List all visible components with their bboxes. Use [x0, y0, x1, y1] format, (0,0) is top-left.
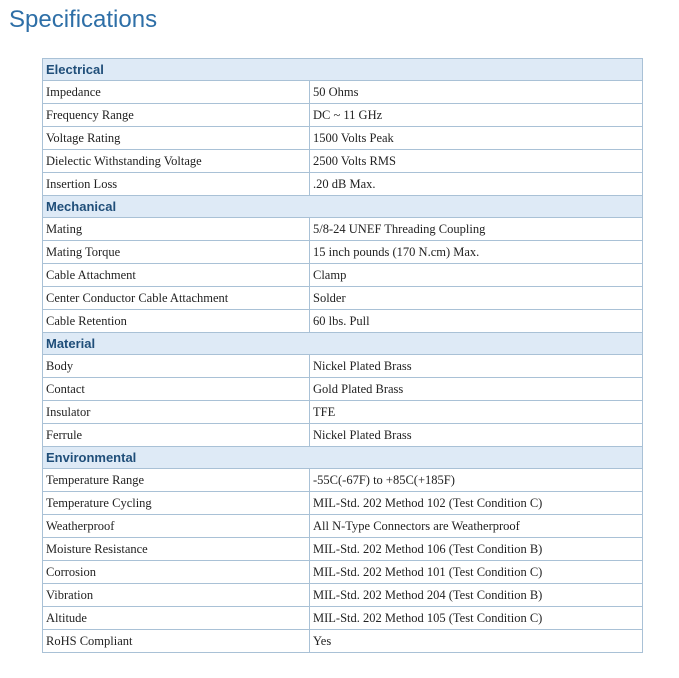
section-header: Electrical [43, 59, 643, 81]
spec-value: 15 inch pounds (170 N.cm) Max. [310, 241, 643, 264]
table-row [43, 81, 643, 104]
section-header-row [43, 447, 643, 469]
spec-value: All N-Type Connectors are Weatherproof [310, 515, 643, 538]
spec-label: Voltage Rating [43, 127, 310, 150]
spec-label: Temperature Cycling [43, 492, 310, 515]
table-row [43, 287, 643, 310]
spec-label: Ferrule [43, 424, 310, 447]
spec-label: Altitude [43, 607, 310, 630]
spec-value: DC ~ 11 GHz [310, 104, 643, 127]
spec-value: 5/8-24 UNEF Threading Coupling [310, 218, 643, 241]
spec-value: Yes [310, 630, 643, 653]
table-row [43, 104, 643, 127]
spec-value: Solder [310, 287, 643, 310]
page-title: Specifications [9, 6, 158, 33]
spec-label: Moisture Resistance [43, 538, 310, 561]
table-row [43, 492, 643, 515]
table-row [43, 150, 643, 173]
table-row [43, 401, 643, 424]
spec-label: Insertion Loss [43, 173, 310, 196]
table-row [43, 469, 643, 492]
table-row [43, 127, 643, 150]
spec-value: 1500 Volts Peak [310, 127, 643, 150]
section-header-row [43, 59, 643, 81]
spec-value: 50 Ohms [310, 81, 643, 104]
spec-label: Corrosion [43, 561, 310, 584]
spec-label: Frequency Range [43, 104, 310, 127]
section-header: Material [43, 333, 643, 355]
section-header: Mechanical [43, 196, 643, 218]
table-row [43, 538, 643, 561]
spec-label: Weatherproof [43, 515, 310, 538]
table-row [43, 584, 643, 607]
spec-value: Gold Plated Brass [310, 378, 643, 401]
spec-value: MIL-Std. 202 Method 105 (Test Condition C) [310, 607, 643, 630]
spec-value: -55C(-67F) to +85C(+185F) [310, 469, 643, 492]
spec-value: MIL-Std. 202 Method 204 (Test Condition B) [310, 584, 643, 607]
spec-label: Mating [43, 218, 310, 241]
table-row [43, 264, 643, 287]
spec-value: 60 lbs. Pull [310, 310, 643, 333]
table-row [43, 173, 643, 196]
spec-label: Cable Attachment [43, 264, 310, 287]
spec-label: Impedance [43, 81, 310, 104]
specifications-table [42, 58, 643, 653]
spec-label: Body [43, 355, 310, 378]
spec-value: Nickel Plated Brass [310, 424, 643, 447]
spec-value: MIL-Std. 202 Method 101 (Test Condition C) [310, 561, 643, 584]
specifications-table-body [43, 59, 643, 653]
table-row [43, 378, 643, 401]
table-row [43, 630, 643, 653]
spec-label: Mating Torque [43, 241, 310, 264]
table-row [43, 310, 643, 333]
spec-value: .20 dB Max. [310, 173, 643, 196]
table-row [43, 241, 643, 264]
spec-value: MIL-Std. 202 Method 106 (Test Condition B) [310, 538, 643, 561]
table-row [43, 515, 643, 538]
spec-label: Vibration [43, 584, 310, 607]
spec-label: Contact [43, 378, 310, 401]
table-row [43, 218, 643, 241]
spec-label: RoHS Compliant [43, 630, 310, 653]
spec-value: TFE [310, 401, 643, 424]
table-row [43, 607, 643, 630]
table-row [43, 424, 643, 447]
section-header-row [43, 196, 643, 218]
spec-value: Nickel Plated Brass [310, 355, 643, 378]
spec-label: Insulator [43, 401, 310, 424]
section-header-row [43, 333, 643, 355]
spec-label: Temperature Range [43, 469, 310, 492]
spec-value: 2500 Volts RMS [310, 150, 643, 173]
spec-label: Center Conductor Cable Attachment [43, 287, 310, 310]
spec-label: Cable Retention [43, 310, 310, 333]
spec-value: Clamp [310, 264, 643, 287]
spec-label: Dielectic Withstanding Voltage [43, 150, 310, 173]
table-row [43, 561, 643, 584]
spec-value: MIL-Std. 202 Method 102 (Test Condition C) [310, 492, 643, 515]
section-header: Environmental [43, 447, 643, 469]
table-row [43, 355, 643, 378]
